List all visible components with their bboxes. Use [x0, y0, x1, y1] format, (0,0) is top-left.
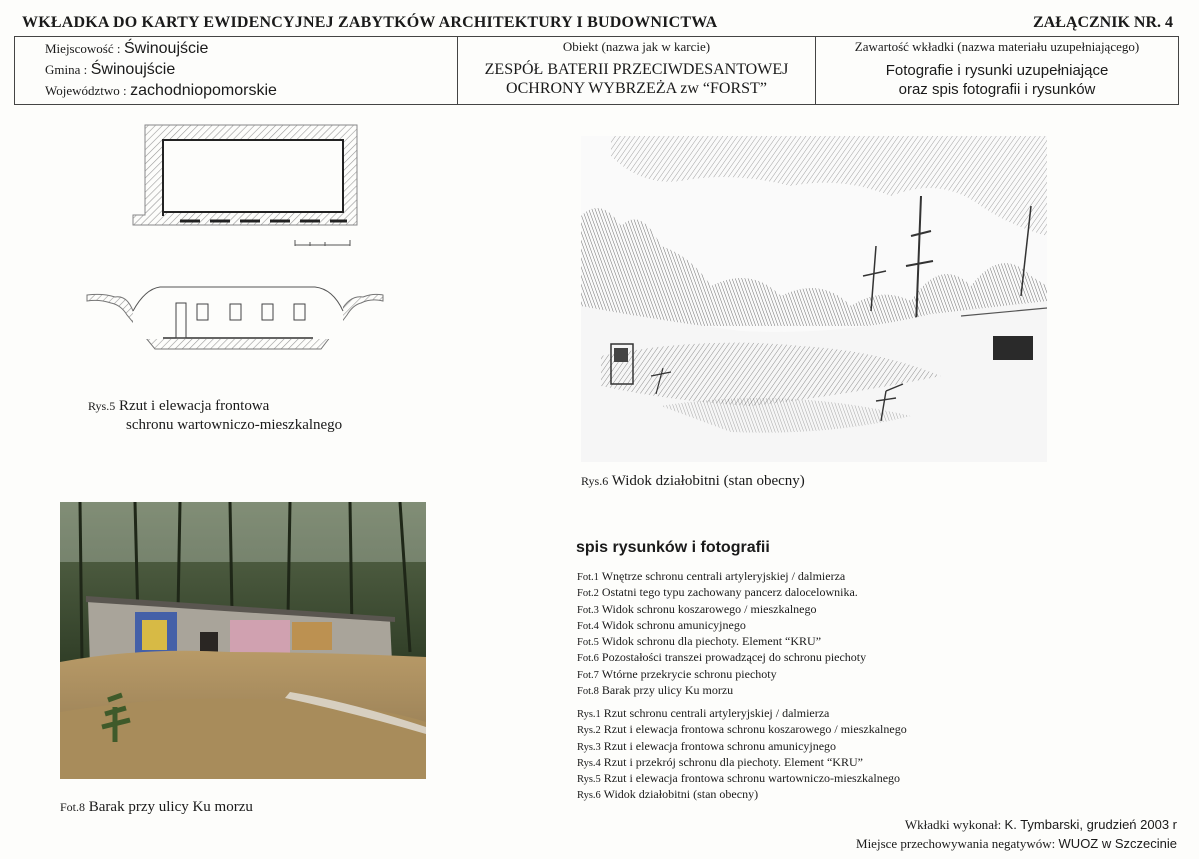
list-item: [577, 634, 866, 650]
item-text: Widok schronu amunicyjnego: [601, 617, 746, 632]
rys6-number: Rys.6: [581, 474, 609, 488]
document-title: WKŁADKA DO KARTY EWIDENCYJNEJ ZABYTKÓW ARCHITEKTURY I BUDOWNICTWA: [22, 14, 718, 31]
item-number: Rys.4: [577, 757, 601, 769]
town-value: Świnoujście: [123, 40, 209, 57]
location-cell: [15, 37, 458, 104]
item-number: Fot.1: [577, 572, 599, 583]
item-text: Rzut schronu centrali artyleryjskiej / dalmierza: [603, 706, 830, 720]
list-item: [577, 722, 907, 738]
item-text: Ostatni tego typu zachowany pancerz dalocelownika.: [601, 585, 858, 600]
item-number: Rys.1: [577, 709, 601, 720]
list-item: [577, 618, 866, 634]
item-text: Widok schronu dla piechoty. Element “KRU”: [601, 634, 822, 649]
credits: [856, 815, 1177, 853]
object-name: [458, 60, 815, 98]
item-number: Fot.7: [577, 669, 599, 681]
author-label: Wkładki wykonał:: [904, 817, 1002, 832]
list-item: [577, 771, 907, 787]
gun-emplacement-sketch: [581, 136, 1047, 462]
rys6-caption-text: Widok działobitni (stan obecny): [611, 473, 805, 489]
insert-cell: [816, 37, 1178, 104]
fot8-caption-text: Barak przy ulicy Ku morzu: [88, 799, 253, 815]
item-number: Rys.3: [577, 741, 601, 753]
list-item: [577, 683, 866, 699]
item-text: Wtórne przekrycie schronu piechoty: [601, 666, 777, 681]
photo-list: [577, 569, 866, 699]
list-item: [577, 650, 866, 666]
insert-content-line1: Fotografie i rysunki uzupełniające: [885, 62, 1109, 79]
rys5-number: Rys.5: [88, 399, 116, 413]
rys5-caption-line2: schronu wartowniczo-mieszkalnego: [126, 417, 343, 433]
barrack-photo: [60, 502, 426, 779]
annex-number: ZAŁĄCZNIK NR. 4: [1032, 14, 1173, 31]
town-row: [45, 39, 457, 60]
item-number: Fot.6: [577, 653, 599, 665]
item-text: Widok schronu koszarowego / mieszkalnego: [601, 601, 817, 616]
item-number: Fot.2: [577, 588, 599, 600]
item-number: Rys.5: [577, 774, 601, 786]
voivodeship-label: Województwo :: [45, 83, 127, 98]
item-number: Rys.6: [577, 790, 601, 802]
storage-label: Miejsce przechowywania negatywów:: [856, 836, 1056, 851]
author-line: [856, 815, 1177, 834]
rys5-caption-line1: Rzut i elewacja frontowa: [118, 398, 270, 414]
fot8-number: Fot.8: [60, 800, 86, 814]
voivodeship-row: [45, 81, 457, 102]
list-item: [577, 739, 907, 755]
object-cell: [458, 37, 816, 104]
list-item: [577, 706, 907, 722]
object-name-line1: ZESPÓŁ BATERII PRZECIWDESANTOWEJ: [484, 61, 789, 78]
item-text: Widok działobitni (stan obecny): [603, 787, 759, 802]
item-text: Rzut i elewacja frontowa schronu wartowniczo-mieszkalnego: [603, 771, 901, 786]
object-label: Obiekt (nazwa jak w karcie): [562, 39, 711, 54]
item-number: Rys.2: [577, 725, 601, 737]
voivodeship-value: zachodniopomorskie: [130, 82, 277, 99]
list-title: spis rysunków i fotografii: [576, 539, 770, 556]
list-item: [577, 602, 866, 618]
header-table: [14, 36, 1179, 105]
commune-label: Gmina :: [45, 62, 88, 77]
list-item: [577, 585, 866, 601]
rys5-caption: [88, 397, 342, 435]
item-number: Fot.4: [577, 620, 599, 632]
item-number: Fot.3: [577, 604, 599, 616]
insert-label: Zawartość wkładki (nazwa materiału uzupełniającego): [854, 39, 1140, 54]
commune-row: [45, 60, 457, 81]
storage-line: [856, 834, 1177, 853]
commune-value: Świnoujście: [90, 61, 176, 78]
item-text: Pozostałości transzei prowadzącej do schronu piechoty: [601, 650, 867, 665]
storage-value: WUOZ w Szczecinie: [1058, 836, 1177, 851]
item-number: Fot.8: [577, 686, 599, 698]
drawing-list: [577, 706, 907, 804]
list-item: [577, 667, 866, 683]
list-item: [577, 755, 907, 771]
item-text: Rzut i elewacja frontowa schronu amunicyjnego: [603, 738, 837, 753]
object-name-line2: OCHRONY WYBRZEŻA zw “FORST”: [506, 80, 767, 97]
list-item: [577, 787, 907, 803]
list-item: [577, 569, 866, 585]
item-text: Barak przy ulicy Ku morzu: [601, 683, 734, 698]
insert-content: [816, 61, 1178, 99]
floor-plan-drawing: [125, 120, 365, 250]
item-text: Rzut i przekrój schronu dla piechoty. Element “KRU”: [603, 754, 863, 769]
rys6-caption: [581, 472, 805, 491]
front-elevation-drawing: [85, 283, 385, 358]
item-text: Rzut i elewacja frontowa schronu koszarowego / mieszkalnego: [603, 722, 907, 737]
fot8-caption: [60, 798, 253, 817]
item-number: Fot.5: [577, 637, 599, 649]
town-label: Miejscowość :: [45, 41, 121, 56]
insert-content-line2: oraz spis fotografii i rysunków: [898, 81, 1096, 98]
author-value: K. Tymbarski, grudzień 2003 r: [1004, 817, 1177, 832]
item-text: Wnętrze schronu centrali artyleryjskiej / dalmierza: [601, 569, 846, 583]
